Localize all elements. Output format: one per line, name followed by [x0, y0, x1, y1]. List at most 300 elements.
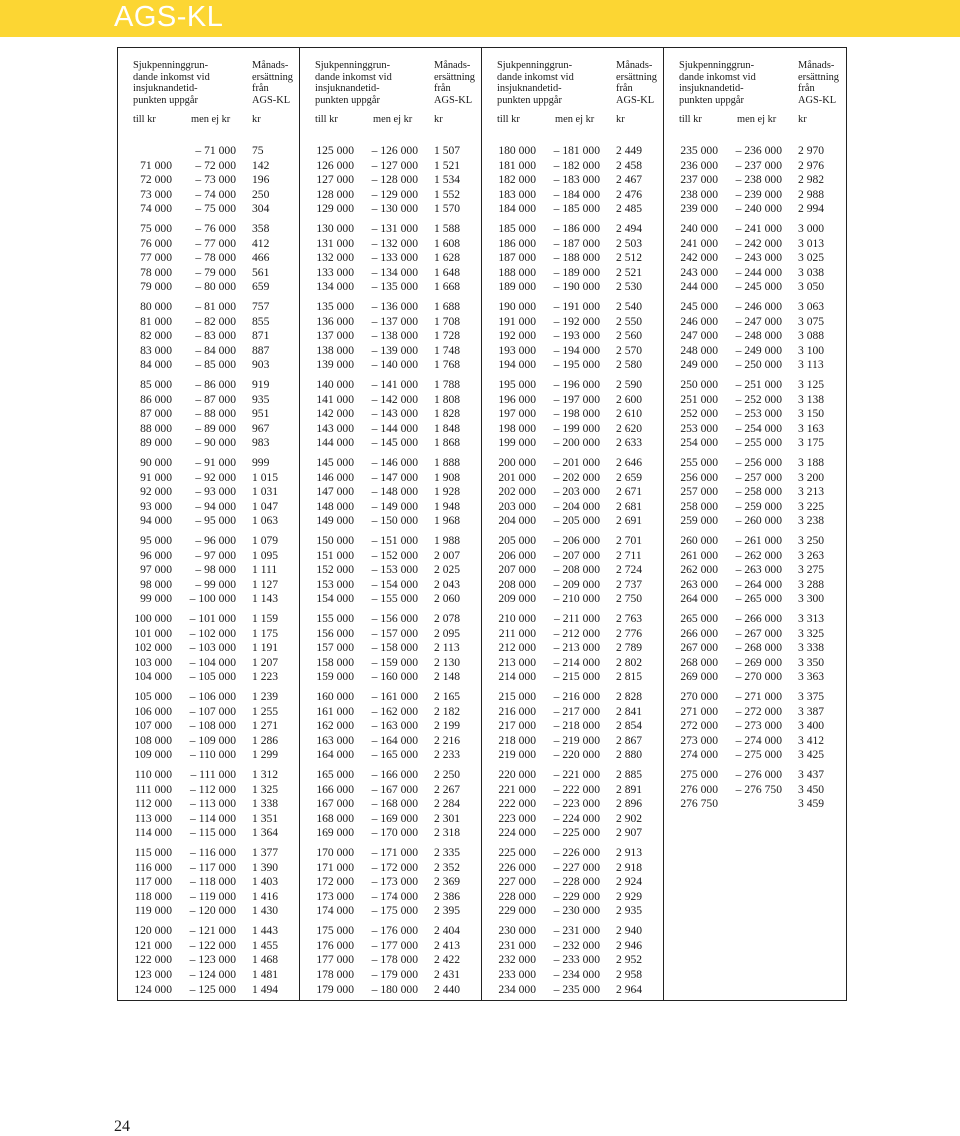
income-to: – 181 000 — [553, 144, 600, 157]
income-from: 124 000 — [134, 982, 172, 996]
monthly-amount: 2 590 — [616, 378, 643, 392]
table-row — [300, 641, 481, 656]
income-from: 275 000 — [680, 768, 718, 782]
table-row — [118, 719, 299, 734]
income-from: 98 000 — [140, 577, 172, 591]
income-to: – 103 000 — [189, 641, 236, 655]
income-to: – 206 000 — [553, 534, 600, 548]
table-row — [118, 188, 299, 203]
income-from: 246 000 — [680, 314, 718, 328]
income-to: – 273 000 — [735, 719, 782, 733]
table-row — [664, 656, 845, 671]
income-from: 194 000 — [498, 358, 536, 372]
income-to: – 236 000 — [735, 144, 782, 157]
table-row — [482, 280, 663, 295]
table-row — [664, 407, 845, 422]
subheader-men-ej: men ej kr — [555, 114, 595, 125]
table-row — [118, 266, 299, 281]
income-to: – 201 000 — [553, 456, 600, 470]
table-row — [118, 670, 299, 685]
monthly-amount: 3 412 — [798, 733, 825, 747]
income-from: 125 000 — [316, 144, 354, 157]
income-from: 149 000 — [316, 514, 354, 528]
table-row — [300, 500, 481, 515]
income-from: 81 000 — [140, 314, 172, 328]
income-to: – 270 000 — [735, 670, 782, 684]
income-to: – 123 000 — [189, 953, 236, 967]
income-to: – 105 000 — [189, 670, 236, 684]
income-to: – 221 000 — [553, 768, 600, 782]
table-row — [118, 968, 299, 983]
income-from: 208 000 — [498, 577, 536, 591]
table-row — [118, 173, 299, 188]
monthly-amount: 2 301 — [434, 811, 461, 825]
income-from: 181 000 — [498, 158, 536, 172]
income-to: – 148 000 — [371, 485, 418, 499]
income-from: 179 000 — [316, 982, 354, 996]
income-from: 140 000 — [316, 378, 354, 392]
header-line: insjuknandetid- — [679, 83, 744, 95]
income-from: 200 000 — [498, 456, 536, 470]
table-row — [482, 534, 663, 549]
monthly-amount: 855 — [252, 314, 270, 328]
table-row — [664, 768, 845, 783]
income-from: 110 000 — [134, 768, 172, 782]
income-from: 150 000 — [316, 534, 354, 548]
monthly-amount: 3 113 — [798, 358, 824, 372]
monthly-amount: 2 891 — [616, 782, 643, 796]
income-to: – 253 000 — [735, 407, 782, 421]
income-from: 244 000 — [680, 280, 718, 294]
monthly-amount: 2 907 — [616, 826, 643, 840]
monthly-amount: 2 711 — [616, 548, 642, 562]
table-row — [300, 719, 481, 734]
monthly-amount: 1 312 — [252, 768, 279, 782]
table-row — [300, 159, 481, 174]
subheader-kr: kr — [252, 114, 261, 125]
table-row — [482, 939, 663, 954]
table-row — [300, 358, 481, 373]
income-from: 147 000 — [316, 485, 354, 499]
table-row — [664, 612, 845, 627]
table-row — [300, 904, 481, 919]
monthly-amount: 2 737 — [616, 577, 643, 591]
monthly-amount: 3 375 — [798, 690, 825, 704]
monthly-amount: 3 238 — [798, 514, 825, 528]
income-from: 89 000 — [140, 436, 172, 450]
income-to: – 186 000 — [553, 222, 600, 236]
income-from: 226 000 — [498, 860, 536, 874]
monthly-amount: 1 223 — [252, 670, 279, 684]
income-from: 154 000 — [316, 592, 354, 606]
income-from: 117 000 — [134, 875, 172, 889]
income-from: 271 000 — [680, 704, 718, 718]
income-to: – 98 000 — [195, 563, 236, 577]
monthly-amount: 2 952 — [616, 953, 643, 967]
monthly-amount: 1 047 — [252, 499, 279, 513]
monthly-amount: 1 159 — [252, 612, 279, 626]
monthly-amount: 2 449 — [616, 144, 643, 157]
table-row — [118, 300, 299, 315]
monthly-amount: 3 125 — [798, 378, 825, 392]
income-to: – 104 000 — [189, 655, 236, 669]
income-to: – 235 000 — [553, 982, 600, 996]
income-to: – 241 000 — [735, 222, 782, 236]
table-row — [300, 188, 481, 203]
table-row — [482, 485, 663, 500]
table-row — [482, 983, 663, 998]
monthly-amount: 561 — [252, 265, 270, 279]
income-to: – 119 000 — [190, 889, 236, 903]
monthly-amount: 3 025 — [798, 251, 825, 265]
table-row — [664, 500, 845, 515]
monthly-amount: 2 440 — [434, 982, 461, 996]
monthly-amount: 3 400 — [798, 719, 825, 733]
income-from: 210 000 — [498, 612, 536, 626]
table-row — [482, 719, 663, 734]
monthly-amount: 2 113 — [434, 641, 460, 655]
income-from: 176 000 — [316, 938, 354, 952]
income-from: 234 000 — [498, 982, 536, 996]
table-row — [482, 436, 663, 451]
monthly-amount: 1 728 — [434, 329, 461, 343]
monthly-amount: 1 390 — [252, 860, 279, 874]
table-row — [482, 300, 663, 315]
income-to: – 180 000 — [371, 982, 418, 996]
income-from: 153 000 — [316, 577, 354, 591]
income-to: – 239 000 — [735, 187, 782, 201]
header-line: Månads- — [434, 60, 471, 71]
income-to: – 140 000 — [371, 358, 418, 372]
income-to: – 145 000 — [371, 436, 418, 450]
header-income-label — [133, 60, 251, 106]
monthly-amount: 1 143 — [252, 592, 279, 606]
table-row — [482, 266, 663, 281]
income-to: – 155 000 — [371, 592, 418, 606]
table-row — [118, 904, 299, 919]
table-row — [118, 329, 299, 344]
monthly-amount: 196 — [252, 173, 270, 187]
table-column-1 — [118, 48, 299, 1000]
income-from: 189 000 — [498, 280, 536, 294]
table-row — [118, 378, 299, 393]
income-to: – 196 000 — [553, 378, 600, 392]
monthly-amount: 2 043 — [434, 577, 461, 591]
monthly-amount: 1 416 — [252, 889, 279, 903]
table-row — [300, 875, 481, 890]
table-row — [664, 300, 845, 315]
table-row — [300, 592, 481, 607]
income-to: – 272 000 — [735, 704, 782, 718]
monthly-amount: 2 913 — [616, 846, 643, 860]
table-row — [118, 144, 299, 159]
income-from: 122 000 — [134, 953, 172, 967]
table-row — [482, 188, 663, 203]
income-from: 259 000 — [680, 514, 718, 528]
income-to: – 237 000 — [735, 158, 782, 172]
table-row — [664, 578, 845, 593]
monthly-amount: 2 988 — [798, 187, 825, 201]
table-row — [118, 890, 299, 905]
monthly-amount: 2 078 — [434, 612, 461, 626]
income-to: – 78 000 — [195, 251, 236, 265]
income-to: – 209 000 — [553, 577, 600, 591]
monthly-amount: 1 271 — [252, 719, 279, 733]
table-row — [118, 953, 299, 968]
table-row — [300, 173, 481, 188]
income-to: – 101 000 — [189, 612, 236, 626]
income-to: – 154 000 — [371, 577, 418, 591]
income-to: – 111 000 — [190, 768, 236, 782]
income-to: – 258 000 — [735, 485, 782, 499]
income-to: – 170 000 — [371, 826, 418, 840]
income-from: 74 000 — [140, 202, 172, 216]
income-to: – 112 000 — [190, 782, 236, 796]
table-column-4 — [664, 48, 845, 1000]
monthly-amount: 2 560 — [616, 329, 643, 343]
monthly-amount: 2 335 — [434, 846, 461, 860]
monthly-amount: 2 284 — [434, 797, 461, 811]
table-row — [118, 202, 299, 217]
income-to: – 146 000 — [371, 456, 418, 470]
income-to: – 246 000 — [735, 300, 782, 314]
table-row — [300, 344, 481, 359]
table-row — [664, 266, 845, 281]
monthly-amount: 1 708 — [434, 314, 461, 328]
monthly-amount: 2 994 — [798, 202, 825, 216]
income-to: – 71 000 — [195, 144, 236, 157]
income-to: – 199 000 — [553, 421, 600, 435]
income-to: – 109 000 — [189, 733, 236, 747]
table-row — [118, 358, 299, 373]
income-to: – 114 000 — [190, 811, 236, 825]
monthly-amount: 466 — [252, 251, 270, 265]
income-from: 78 000 — [140, 265, 172, 279]
table-row — [664, 159, 845, 174]
table-row — [664, 280, 845, 295]
income-to: – 261 000 — [735, 534, 782, 548]
table-row — [482, 846, 663, 861]
monthly-amount: 2 620 — [616, 421, 643, 435]
header-compensation-label — [434, 60, 484, 106]
monthly-amount: 3 150 — [798, 407, 825, 421]
monthly-amount: 1 063 — [252, 514, 279, 528]
income-to: – 74 000 — [195, 187, 236, 201]
income-to: – 194 000 — [553, 343, 600, 357]
income-to: – 110 000 — [190, 748, 236, 762]
income-from: 211 000 — [498, 626, 536, 640]
income-to: – 234 000 — [553, 967, 600, 981]
header-line: ersättning — [798, 71, 839, 83]
table-row — [118, 656, 299, 671]
monthly-amount: 2 958 — [616, 967, 643, 981]
header-line: insjuknandetid- — [497, 83, 562, 95]
table-row — [300, 456, 481, 471]
income-to: – 219 000 — [553, 733, 600, 747]
monthly-amount: 3 075 — [798, 314, 825, 328]
income-to: – 136 000 — [371, 300, 418, 314]
monthly-amount: 1 521 — [434, 158, 461, 172]
income-from: 204 000 — [498, 514, 536, 528]
header-line: insjuknandetid- — [315, 83, 380, 95]
income-to: – 174 000 — [371, 889, 418, 903]
monthly-amount: 2 885 — [616, 768, 643, 782]
income-from: 145 000 — [316, 456, 354, 470]
table-row — [664, 797, 845, 812]
table-row — [300, 612, 481, 627]
income-to: – 165 000 — [371, 748, 418, 762]
income-from: 269 000 — [680, 670, 718, 684]
monthly-amount: 2 854 — [616, 719, 643, 733]
income-to: – 102 000 — [189, 626, 236, 640]
monthly-amount: 1 468 — [252, 953, 279, 967]
monthly-amount: 1 888 — [434, 456, 461, 470]
income-from: 168 000 — [316, 811, 354, 825]
monthly-amount: 2 701 — [616, 534, 643, 548]
income-to: – 183 000 — [553, 173, 600, 187]
monthly-amount: 3 000 — [798, 222, 825, 236]
income-from: 225 000 — [498, 846, 536, 860]
monthly-amount: 1 908 — [434, 470, 461, 484]
income-to: – 106 000 — [189, 690, 236, 704]
table-row — [664, 456, 845, 471]
subheader-till: till kr — [315, 114, 338, 125]
header-line: från — [434, 83, 451, 95]
income-from: 163 000 — [316, 733, 354, 747]
income-to: – 161 000 — [371, 690, 418, 704]
income-to: – 120 000 — [189, 904, 236, 918]
income-to: – 147 000 — [371, 470, 418, 484]
subheader-men-ej: men ej kr — [191, 114, 231, 125]
monthly-amount: 1 768 — [434, 358, 461, 372]
income-from: 101 000 — [134, 626, 172, 640]
header-compensation-label — [252, 60, 302, 106]
income-from: 206 000 — [498, 548, 536, 562]
table-row — [664, 144, 845, 159]
income-to: – 126 000 — [371, 144, 418, 157]
income-to: – 245 000 — [735, 280, 782, 294]
header-compensation-label — [616, 60, 666, 106]
income-from: 248 000 — [680, 343, 718, 357]
table-row — [118, 875, 299, 890]
monthly-amount: 1 868 — [434, 436, 461, 450]
income-to: – 198 000 — [553, 407, 600, 421]
income-from: 177 000 — [316, 953, 354, 967]
income-from: 95 000 — [140, 534, 172, 548]
income-from: 274 000 — [680, 748, 718, 762]
monthly-amount: 3 313 — [798, 612, 825, 626]
income-to: – 73 000 — [195, 173, 236, 187]
income-from: 75 000 — [140, 222, 172, 236]
table-row — [300, 485, 481, 500]
income-from: 132 000 — [316, 251, 354, 265]
monthly-amount: 3 363 — [798, 670, 825, 684]
income-to: – 240 000 — [735, 202, 782, 216]
monthly-amount: 3 175 — [798, 436, 825, 450]
table-row — [664, 251, 845, 266]
income-from: 273 000 — [680, 733, 718, 747]
monthly-amount: 2 550 — [616, 314, 643, 328]
income-to: – 125 000 — [189, 982, 236, 996]
income-from: 77 000 — [140, 251, 172, 265]
monthly-amount: 2 776 — [616, 626, 643, 640]
monthly-amount: 1 031 — [252, 485, 279, 499]
monthly-amount: 659 — [252, 280, 270, 294]
income-to: – 72 000 — [195, 158, 236, 172]
income-from: 93 000 — [140, 499, 172, 513]
monthly-amount: 2 130 — [434, 655, 461, 669]
monthly-amount: 2 494 — [616, 222, 643, 236]
monthly-amount: 1 494 — [252, 982, 279, 996]
income-from: 86 000 — [140, 392, 172, 406]
income-to: – 150 000 — [371, 514, 418, 528]
table-row — [300, 826, 481, 841]
income-to: – 177 000 — [371, 938, 418, 952]
monthly-amount: 2 570 — [616, 343, 643, 357]
table-row — [300, 968, 481, 983]
monthly-amount: 2 763 — [616, 612, 643, 626]
monthly-amount: 1 377 — [252, 846, 279, 860]
income-from: 190 000 — [498, 300, 536, 314]
header-income-label — [315, 60, 433, 106]
monthly-amount: 1 351 — [252, 811, 279, 825]
monthly-amount: 2 935 — [616, 904, 643, 918]
income-from: 178 000 — [316, 967, 354, 981]
income-to: – 83 000 — [195, 329, 236, 343]
table-row — [664, 592, 845, 607]
monthly-amount: 2 404 — [434, 924, 461, 938]
income-from: 116 000 — [134, 860, 172, 874]
income-from: 92 000 — [140, 485, 172, 499]
header-line: punkten uppgår — [497, 94, 562, 106]
income-to: – 204 000 — [553, 499, 600, 513]
income-from: 130 000 — [316, 222, 354, 236]
income-from: 112 000 — [134, 797, 172, 811]
income-to: – 159 000 — [371, 655, 418, 669]
income-to: – 187 000 — [553, 236, 600, 250]
monthly-amount: 2 182 — [434, 704, 461, 718]
income-from: 276 750 — [680, 797, 718, 811]
table-row — [300, 144, 481, 159]
income-to: – 182 000 — [553, 158, 600, 172]
monthly-amount: 935 — [252, 392, 270, 406]
income-from: 105 000 — [134, 690, 172, 704]
monthly-amount: 2 250 — [434, 768, 461, 782]
table-row — [118, 783, 299, 798]
table-row — [482, 783, 663, 798]
monthly-amount: 3 138 — [798, 392, 825, 406]
income-from: 203 000 — [498, 499, 536, 513]
table-row — [664, 705, 845, 720]
income-from: 152 000 — [316, 563, 354, 577]
monthly-amount: 1 191 — [252, 641, 279, 655]
income-to: – 211 000 — [554, 612, 600, 626]
monthly-amount: 2 386 — [434, 889, 461, 903]
income-from: 80 000 — [140, 300, 172, 314]
table-row — [482, 222, 663, 237]
monthly-amount: 2 815 — [616, 670, 643, 684]
income-to: – 205 000 — [553, 514, 600, 528]
income-from: 165 000 — [316, 768, 354, 782]
income-from: 233 000 — [498, 967, 536, 981]
income-from: 253 000 — [680, 421, 718, 435]
income-from: 247 000 — [680, 329, 718, 343]
table-row — [664, 748, 845, 763]
table-row — [482, 422, 663, 437]
income-from: 216 000 — [498, 704, 536, 718]
subheader-men-ej: men ej kr — [737, 114, 777, 125]
monthly-amount: 3 325 — [798, 626, 825, 640]
